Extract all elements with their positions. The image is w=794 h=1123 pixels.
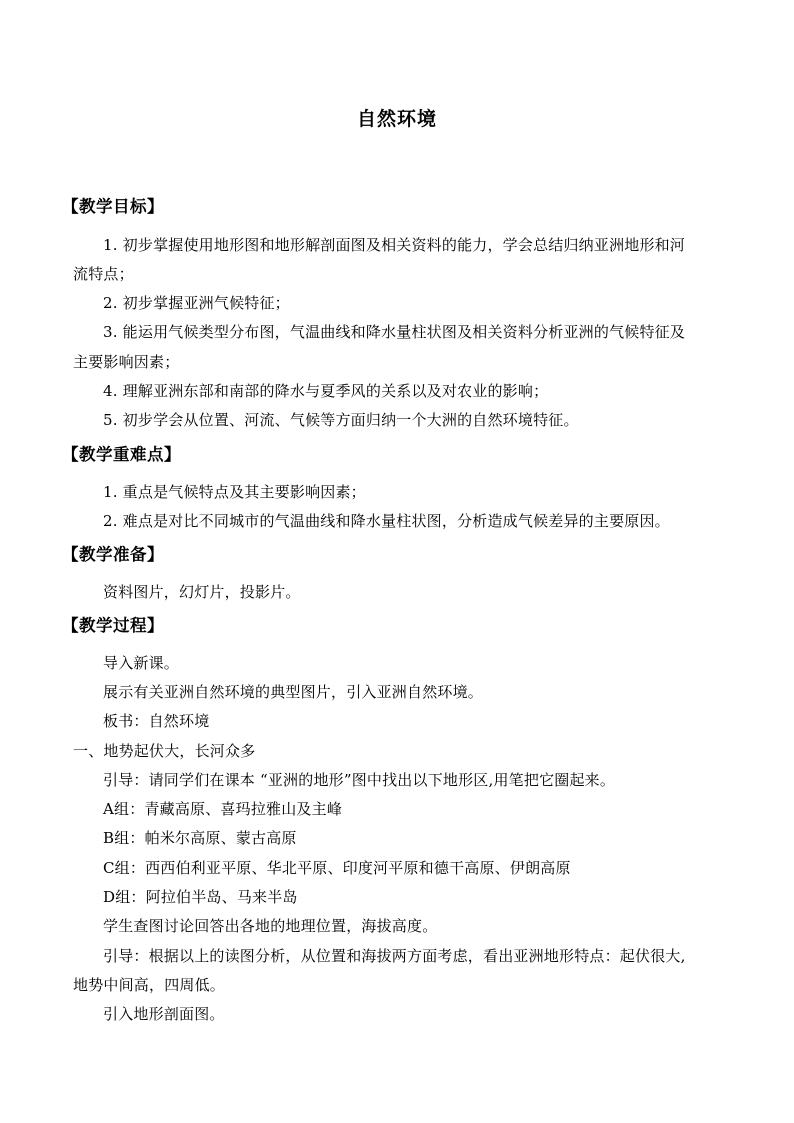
section-heading-objectives: 【教学目标】 xyxy=(62,197,164,216)
objective-line: 流特点； xyxy=(73,265,134,283)
section-heading-key-points: 【教学重难点】 xyxy=(62,445,181,464)
process-line: C组：西西伯利亚平原、华北平原、印度河平原和德干高原、伊朗高原 xyxy=(103,859,571,877)
objective-line: 2. 初步掌握亚洲气候特征； xyxy=(103,294,290,312)
objective-line: 3. 能运用气候类型分布图，气温曲线和降水量柱状图及相关资料分析亚洲的气候特征及 xyxy=(103,323,686,341)
process-line: D组：阿拉伯半岛、马来半岛 xyxy=(103,888,298,906)
preparation-line: 资料图片，幻灯片，投影片。 xyxy=(103,583,301,601)
key-point-line: 2. 难点是对比不同城市的气温曲线和降水量柱状图，分析造成气候差异的主要原因。 xyxy=(103,512,670,530)
section-heading-process: 【教学过程】 xyxy=(62,616,164,635)
process-line: 引入地形剖面图。 xyxy=(103,1005,225,1023)
process-line: B组：帕米尔高原、蒙古高原 xyxy=(103,829,297,847)
process-line: 展示有关亚洲自然环境的典型图片，引入亚洲自然环境。 xyxy=(103,683,484,701)
process-line: 学生查图讨论回答出各地的地理位置，海拔高度。 xyxy=(103,917,438,935)
document-title: 自然环境 xyxy=(356,108,437,130)
process-subheading: 一、地势起伏大，长河众多 xyxy=(73,742,256,760)
section-heading-preparation: 【教学准备】 xyxy=(62,545,164,564)
process-line: 地势中间高，四周低。 xyxy=(73,976,226,994)
objective-line: 主要影响因素； xyxy=(73,353,180,371)
objective-line: 4. 理解亚洲东部和南部的降水与夏季风的关系以及对农业的影响； xyxy=(103,382,549,400)
process-line: 导入新课。 xyxy=(103,654,180,672)
key-point-line: 1. 重点是气候特点及其主要影响因素； xyxy=(103,483,366,501)
objective-line: 5. 初步学会从位置、河流、气候等方面归纳一个大洲的自然环境特征。 xyxy=(103,411,579,429)
process-line: 引导：根据以上的读图分析，从位置和海拔两方面考虑，看出亚洲地形特点：起伏很大, xyxy=(103,947,686,965)
process-line: A组：青藏高原、喜玛拉雅山及主峰 xyxy=(103,800,343,818)
process-line: 板书：自然环境 xyxy=(103,712,210,730)
process-line: 引导：请同学们在课本 “亚洲的地形”图中找出以下地形区,用笔把它圈起来。 xyxy=(103,771,616,789)
objective-line: 1. 初步掌握使用地形图和地形解剖面图及相关资料的能力，学会总结归纳亚洲地形和河 xyxy=(103,236,686,254)
